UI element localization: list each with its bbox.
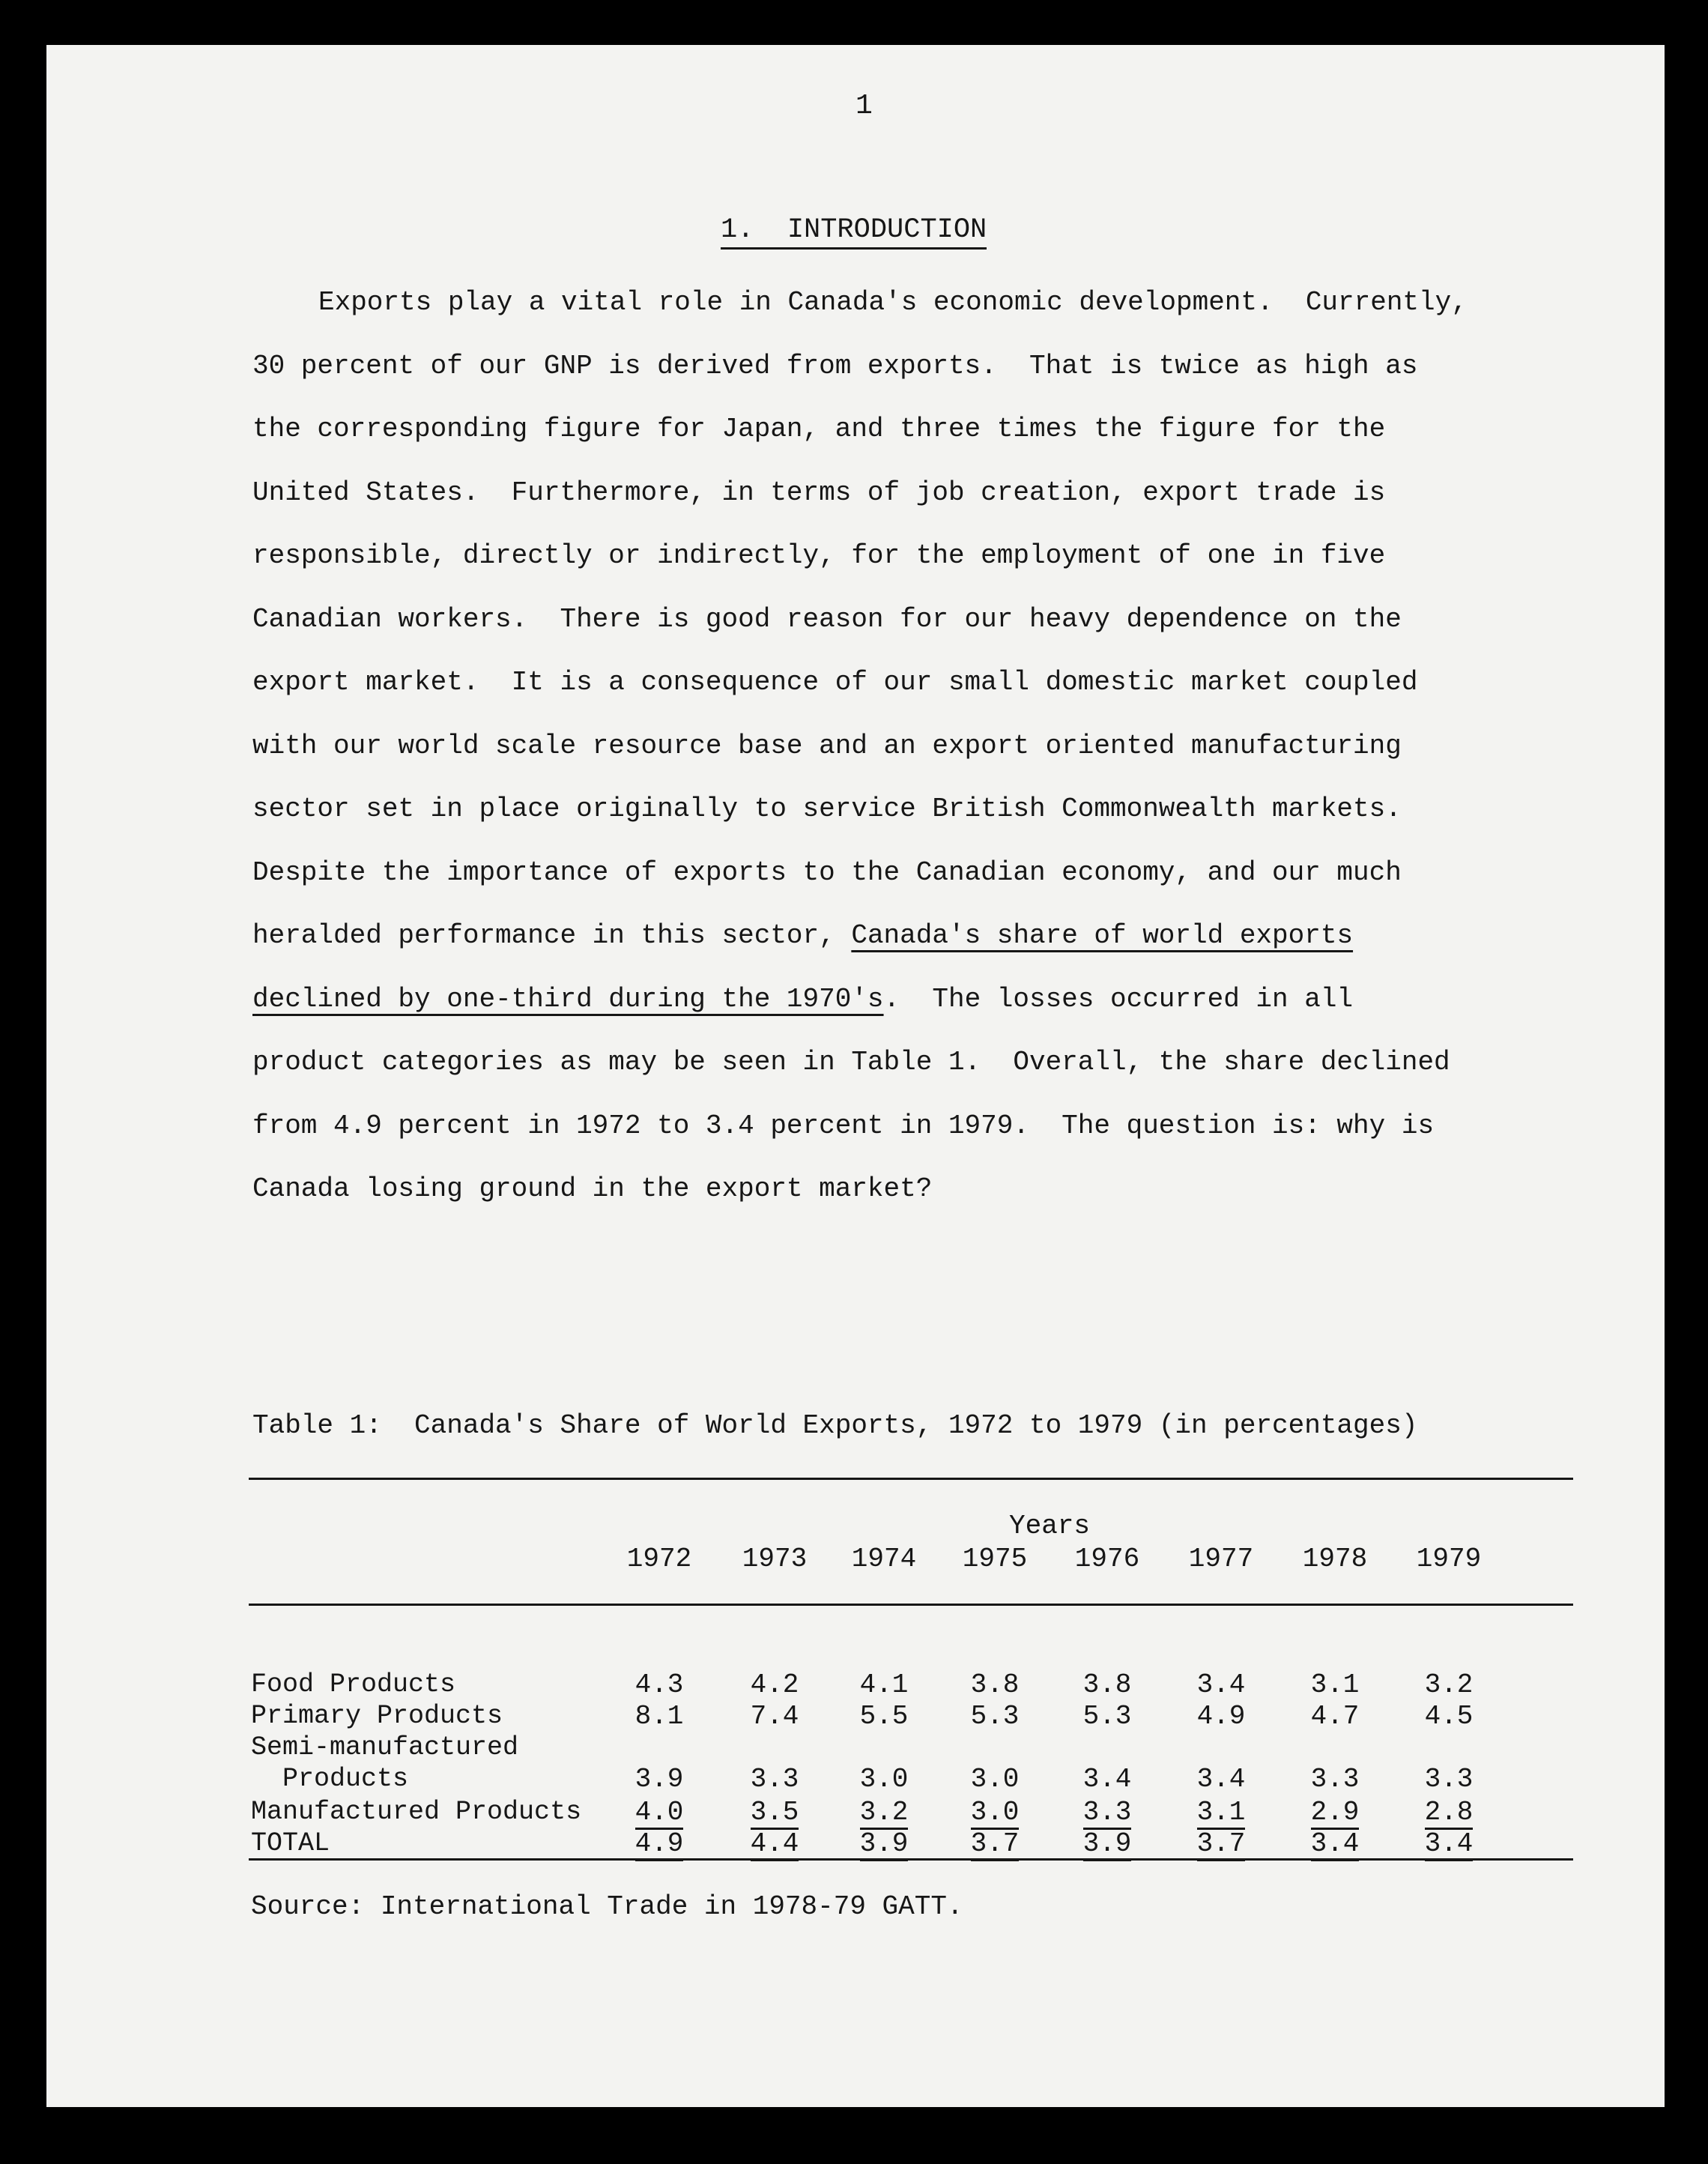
table-cell (733, 1828, 816, 1859)
cell-value: 4.3 (635, 1669, 684, 1700)
cell-value: 3.1 (1310, 1669, 1360, 1700)
cell-value: 7.4 (750, 1701, 799, 1732)
cell-value: 3.4 (1196, 1669, 1246, 1700)
table-cell (843, 1828, 925, 1859)
body-line: Canadian workers. There is good reason for our heavy dependence on the (252, 603, 1402, 635)
table-cell (618, 1828, 700, 1859)
table-cell (1066, 1701, 1148, 1732)
cell-value: 4.0 (635, 1797, 684, 1830)
body-line: from 4.9 percent in 1972 to 3.4 percent in 1979. The question is: why is (252, 1110, 1435, 1141)
underlined-emphasis: declined by one-third during the 1970's (252, 983, 884, 1015)
table-cell (618, 1764, 700, 1795)
cell-value: 3.1 (1197, 1797, 1246, 1830)
table-cell (618, 1797, 700, 1828)
cell-value: 4.9 (1196, 1701, 1246, 1732)
cell-value: 3.3 (750, 1764, 799, 1795)
year-column-header: 1977 (1188, 1544, 1254, 1574)
year-column-header: 1978 (1302, 1544, 1368, 1574)
year-column-header: 1979 (1416, 1544, 1482, 1574)
body-line: United States. Furthermore, in terms of job creation, export trade is (252, 477, 1386, 508)
table-cell (618, 1669, 700, 1700)
table-cell (954, 1797, 1036, 1828)
table-bottom-rule (249, 1858, 1573, 1861)
cell-value: 5.3 (1082, 1701, 1132, 1732)
body-line: Canada losing ground in the export market? (252, 1173, 933, 1204)
cell-value: 5.5 (859, 1701, 909, 1732)
body-paragraph (252, 271, 1526, 1221)
row-label: Semi-manufactured (251, 1732, 519, 1762)
table-cell (1066, 1669, 1148, 1700)
body-line-text: heralded performance in this sector, (252, 920, 852, 951)
body-line: sector set in place originally to service British Commonwealth markets. (252, 794, 1402, 824)
cell-value: 4.9 (635, 1828, 684, 1861)
table-cell (843, 1764, 925, 1795)
table-cell (1408, 1797, 1490, 1828)
year-column-header: 1973 (742, 1544, 808, 1574)
cell-value: 3.8 (1082, 1669, 1132, 1700)
table-cell (1180, 1764, 1262, 1795)
row-label: TOTAL (251, 1828, 330, 1858)
table-cell (618, 1701, 700, 1732)
body-line: Despite the importance of exports to the Canadian economy, and our much (252, 856, 1402, 888)
row-label: Manufactured Products (251, 1797, 582, 1827)
cell-value: 3.7 (971, 1828, 1020, 1861)
row-label-continued: Products (251, 1764, 409, 1794)
cell-value: 3.4 (1311, 1828, 1360, 1861)
body-line: with our world scale resource base and an export oriented manufacturing (252, 730, 1402, 761)
cell-value: 3.0 (971, 1797, 1020, 1830)
table-cell (733, 1764, 816, 1795)
table-header-rule (249, 1604, 1573, 1606)
underlined-emphasis: Canada's share of world exports (851, 920, 1354, 951)
cell-value: 3.2 (1424, 1669, 1474, 1700)
year-column-header: 1975 (962, 1544, 1028, 1574)
cell-value: 2.9 (1311, 1797, 1360, 1830)
table-cell (1180, 1797, 1262, 1828)
cell-value: 3.9 (860, 1828, 909, 1861)
body-line: Exports play a vital role in Canada's economic development. Currently, (318, 287, 1468, 318)
body-line: 30 percent of our GNP is derived from exports. That is twice as high as (252, 350, 1418, 381)
table-cell (1180, 1669, 1262, 1700)
cell-value: 3.4 (1082, 1764, 1132, 1795)
body-line: product categories as may be seen in Table 1. Overall, the share declined (252, 1047, 1450, 1078)
table-top-rule (249, 1478, 1573, 1480)
table-cell (843, 1797, 925, 1828)
cell-value: 3.3 (1310, 1764, 1360, 1795)
cell-value: 4.5 (1424, 1701, 1474, 1732)
table-cell (843, 1701, 925, 1732)
year-column-header: 1972 (626, 1544, 692, 1574)
cell-value: 8.1 (635, 1701, 684, 1732)
body-line: export market. It is a consequence of our small domestic market coupled (252, 667, 1418, 698)
table-cell (1408, 1701, 1490, 1732)
table-caption: Table 1: Canada's Share of World Exports, 1972 to 1979 (in percentages) (252, 1410, 1418, 1441)
table-cell (1408, 1828, 1490, 1859)
table-cell (954, 1764, 1036, 1795)
table-cell (954, 1669, 1036, 1700)
table-source: Source: International Trade in 1978-79 GATT. (251, 1891, 963, 1922)
table-cell (954, 1701, 1036, 1732)
table-cell (1408, 1764, 1490, 1795)
table-cell (1294, 1828, 1376, 1859)
table-cell (1294, 1701, 1376, 1732)
table-cell (954, 1828, 1036, 1859)
cell-value: 4.4 (751, 1828, 799, 1861)
table-cell (1066, 1797, 1148, 1828)
cell-value: 3.5 (751, 1797, 799, 1830)
table-cell (1180, 1701, 1262, 1732)
cell-value: 3.2 (860, 1797, 909, 1830)
year-column-header: 1974 (851, 1544, 917, 1574)
cell-value: 3.8 (970, 1669, 1020, 1700)
body-line (252, 904, 1526, 968)
section-heading: 1. INTRODUCTION (721, 214, 987, 250)
body-line (252, 968, 1526, 1032)
cell-value: 5.3 (970, 1701, 1020, 1732)
cell-value: 4.1 (859, 1669, 909, 1700)
cell-value: 3.3 (1083, 1797, 1132, 1830)
year-column-header: 1976 (1074, 1544, 1140, 1574)
row-label: Food Products (251, 1669, 456, 1699)
table-cell (1408, 1669, 1490, 1700)
table-cell (733, 1797, 816, 1828)
cell-value: 3.3 (1424, 1764, 1474, 1795)
cell-value: 3.9 (1083, 1828, 1132, 1861)
table-cell (1066, 1828, 1148, 1859)
cell-value: 3.4 (1196, 1764, 1246, 1795)
cell-value: 3.7 (1197, 1828, 1246, 1861)
table-cell (843, 1669, 925, 1700)
page-number: 1 (855, 90, 873, 122)
cell-value: 3.4 (1425, 1828, 1474, 1861)
years-label: Years (1009, 1511, 1091, 1541)
table-cell (1294, 1797, 1376, 1828)
body-line-text: . The losses occurred in all (883, 983, 1354, 1015)
cell-value: 4.2 (750, 1669, 799, 1700)
table-cell (1066, 1764, 1148, 1795)
cell-value: 4.7 (1310, 1701, 1360, 1732)
cell-value: 3.0 (859, 1764, 909, 1795)
table-cell (733, 1669, 816, 1700)
table-cell (733, 1701, 816, 1732)
cell-value: 3.9 (635, 1764, 684, 1795)
cell-value: 2.8 (1425, 1797, 1474, 1830)
body-line: responsible, directly or indirectly, for the employment of one in five (252, 540, 1386, 571)
cell-value: 3.0 (970, 1764, 1020, 1795)
table-cell (1180, 1828, 1262, 1859)
body-line: the corresponding figure for Japan, and three times the figure for the (252, 414, 1386, 444)
table-cell (1294, 1669, 1376, 1700)
document-page (46, 45, 1665, 2107)
row-label: Primary Products (251, 1701, 503, 1731)
table-cell (1294, 1764, 1376, 1795)
